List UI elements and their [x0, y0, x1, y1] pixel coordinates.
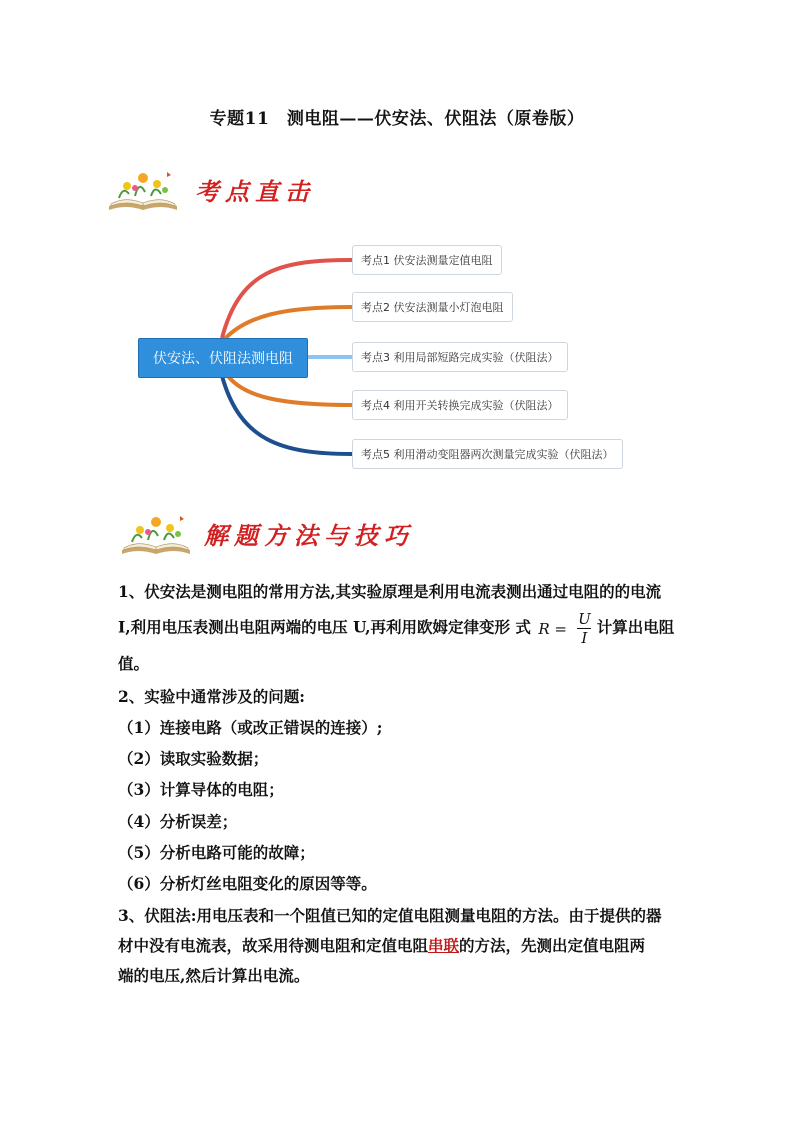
paragraph-3-text-b: 的方法，先测出定值电阻两 [459, 936, 646, 955]
mind-map-node-1: 考点1 伏安法测量定值电阻 [352, 245, 502, 275]
mind-map [0, 230, 794, 480]
mind-map-node-3: 考点3 利用局部短路完成实验（伏阻法） [352, 342, 568, 372]
open-book-flowers-icon [105, 166, 181, 214]
section-title: 考点直击 [195, 177, 315, 206]
open-book-flowers-icon [118, 510, 194, 558]
paragraph-1-text: I,利用电压表测出电阻两端的电压 U,再利用欧姆定律变形 式 [118, 617, 531, 637]
page-title: 专题11 测电阻——伏安法、伏阻法（原卷版） [209, 109, 585, 129]
list-item-2: （2）读取实验数据； [118, 749, 269, 768]
list-item-4: （4）分析误差； [118, 812, 238, 831]
paragraph-3-line-1: 3、伏阻法:用电压表和一个阻值已知的定值电阻测量电阻的方法。由于提供的器 [118, 906, 662, 925]
mind-map-node-4: 考点4 利用开关转换完成实验（伏阻法） [352, 390, 568, 420]
section-header-kaodian [105, 166, 365, 214]
paragraph-1-line-3: 值。 [118, 654, 150, 673]
section-title: 解题方法与技巧 [204, 521, 414, 550]
formula-numerator: U [578, 610, 591, 628]
paragraph-3-line-3: 端的电压,然后计算出电流。 [118, 966, 310, 985]
list-item-3: （3）计算导体的电阻； [118, 780, 284, 799]
formula-denominator: I [581, 629, 588, 647]
list-item-5: （5）分析电路可能的故障； [118, 843, 315, 862]
mind-map-node-5: 考点5 利用滑动变阻器两次测量完成实验（伏阻法） [352, 439, 623, 469]
paragraph-1-tail: 计算出电阻 [596, 617, 675, 637]
paragraph-3-line-2 [118, 934, 645, 956]
list-item-6: （6）分析灯丝电阻变化的原因等等。 [118, 874, 377, 893]
paragraph-1-line-1: 1、伏安法是测电阻的常用方法,其实验原理是利用电流表测出通过电阻的的电流 [118, 582, 662, 601]
highlight-series: 串联 [428, 936, 460, 955]
formula-lhs: R = [538, 619, 567, 638]
paragraph-3-text-a: 材中没有电流表，故采用待测电阻和定值电阻 [118, 936, 429, 955]
section-header-jieti [118, 510, 438, 558]
paragraph-1-line-2 [118, 610, 674, 647]
mind-map-node-2: 考点2 伏安法测量小灯泡电阻 [352, 292, 513, 322]
mind-map-root: 伏安法、伏阻法测电阻 [138, 338, 308, 378]
formula-fraction [577, 610, 591, 647]
list-item-1: （1）连接电路（或改正错误的连接）; [118, 718, 383, 737]
paragraph-2: 2、实验中通常涉及的问题: [118, 687, 306, 706]
